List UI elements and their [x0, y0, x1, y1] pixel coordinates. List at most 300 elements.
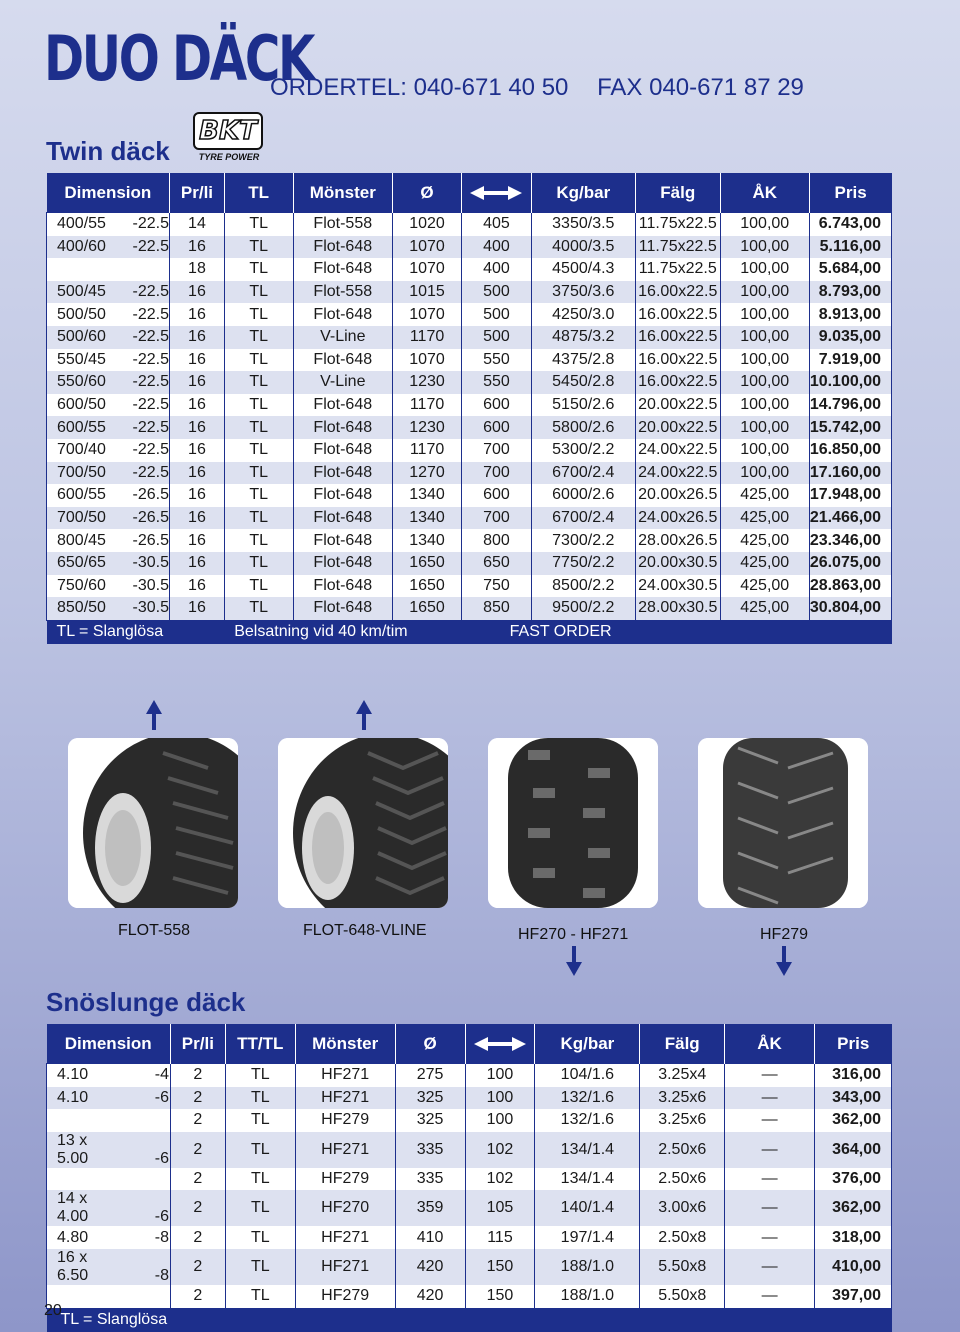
column-header: Pr/li	[170, 173, 225, 213]
tyre-caption: FLOT-558	[118, 922, 191, 939]
table-row	[47, 1249, 892, 1285]
rim-cell: 2.50x8	[640, 1226, 725, 1249]
size-value: 550/45	[57, 350, 106, 368]
diameter-cell: 325	[395, 1109, 465, 1132]
rim-diameter-value: -30.5	[132, 554, 169, 572]
pattern-cell: Flot-648	[293, 303, 392, 326]
rim-cell: 20.00x22.5	[635, 394, 720, 417]
rim-cell: 16.00x22.5	[635, 371, 720, 394]
tyre-caption: HF279	[760, 926, 809, 943]
price-cell: 5.684,00	[809, 258, 891, 281]
snow-table-footer	[47, 1308, 892, 1332]
tubeless-legend: TL = Slanglösa	[47, 620, 225, 644]
speed-class-cell: —	[725, 1285, 815, 1308]
price-cell: 5.116,00	[809, 236, 891, 259]
rim-cell: 16.00x22.5	[635, 349, 720, 372]
load-cell: 5150/2.6	[531, 394, 635, 417]
type-cell: TL	[224, 236, 293, 259]
rim-cell: 24.00x26.5	[635, 507, 720, 530]
dimension-cell	[47, 371, 170, 394]
width-cell: 115	[465, 1226, 535, 1249]
dimension-cell	[47, 281, 170, 304]
price-cell: 15.742,00	[809, 416, 891, 439]
bkt-logo-mark: BKT	[193, 112, 263, 150]
table-row	[47, 1226, 892, 1249]
ply-rating-cell: 16	[170, 281, 225, 304]
load-cell: 9500/2.2	[531, 597, 635, 620]
rim-cell: 16.00x22.5	[635, 326, 720, 349]
diameter-cell: 1650	[392, 552, 461, 575]
size-value: 14 x 4.00	[57, 1190, 89, 1226]
rim-diameter-value: -22.5	[132, 463, 169, 481]
price-cell: 362,00	[814, 1109, 891, 1132]
speed-class-cell: 100,00	[720, 462, 809, 485]
diameter-cell: 1170	[392, 326, 461, 349]
width-cell: 600	[462, 394, 532, 417]
price-cell: 16.850,00	[809, 439, 891, 462]
rim-cell: 24.00x22.5	[635, 439, 720, 462]
table-row	[47, 213, 892, 236]
rim-cell: 16.00x22.5	[635, 281, 720, 304]
size-value: 650/65	[57, 554, 106, 572]
size-value: 4.80	[57, 1228, 89, 1246]
type-cell: TL	[224, 507, 293, 530]
dimension-cell	[47, 303, 170, 326]
diameter-cell: 335	[395, 1168, 465, 1191]
width-arrow-icon	[474, 1037, 526, 1051]
rim-cell: 2.50x6	[640, 1168, 725, 1191]
width-cell: 600	[462, 484, 532, 507]
type-cell: TL	[224, 462, 293, 485]
type-cell: TL	[225, 1249, 295, 1285]
rim-cell: 11.75x22.5	[635, 236, 720, 259]
ply-rating-cell: 16	[170, 236, 225, 259]
speed-class-cell: 100,00	[720, 258, 809, 281]
type-cell: TL	[224, 371, 293, 394]
rim-diameter-value: -6	[154, 1208, 169, 1226]
tyre-caption: FLOT-648-VLINE	[303, 922, 427, 939]
rim-diameter-value: -22.5	[132, 350, 169, 368]
diameter-cell: 1070	[392, 349, 461, 372]
table-row	[47, 552, 892, 575]
dimension-cell	[47, 1226, 171, 1249]
price-cell: 376,00	[814, 1168, 891, 1191]
diameter-cell: 1170	[392, 439, 461, 462]
rim-cell: 5.50x8	[640, 1249, 725, 1285]
dimension-cell	[47, 1168, 171, 1191]
rim-cell: 2.50x6	[640, 1132, 725, 1168]
speed-class-cell: 425,00	[720, 529, 809, 552]
order-phone: ORDERTEL: 040-671 40 50	[270, 74, 569, 101]
ply-rating-cell: 16	[170, 462, 225, 485]
diameter-cell: 1070	[392, 258, 461, 281]
type-cell: TL	[224, 258, 293, 281]
type-cell: TL	[224, 439, 293, 462]
diameter-cell: 420	[395, 1249, 465, 1285]
dimension-cell	[47, 462, 170, 485]
ply-rating-cell: 18	[170, 258, 225, 281]
rim-cell: 20.00x22.5	[635, 416, 720, 439]
ply-rating-cell: 16	[170, 575, 225, 598]
rim-diameter-value: -26.5	[132, 531, 169, 549]
price-cell: 30.804,00	[809, 597, 891, 620]
dimension-cell	[47, 575, 170, 598]
speed-class-cell: 425,00	[720, 597, 809, 620]
type-cell: TL	[224, 303, 293, 326]
dimension-cell	[47, 236, 170, 259]
ply-rating-cell: 16	[170, 439, 225, 462]
flot-648-vline-tyre-image	[278, 738, 448, 908]
table-row	[47, 416, 892, 439]
table-row	[47, 236, 892, 259]
speed-class-cell: —	[725, 1087, 815, 1110]
column-header: Pr/li	[170, 1024, 225, 1064]
rim-cell: 24.00x22.5	[635, 462, 720, 485]
ply-rating-cell: 2	[170, 1226, 225, 1249]
fax-number: FAX 040-671 87 29	[597, 74, 804, 101]
price-cell: 9.035,00	[809, 326, 891, 349]
size-value: 600/50	[57, 396, 106, 414]
ply-rating-cell: 2	[170, 1285, 225, 1308]
ply-rating-cell: 16	[170, 349, 225, 372]
speed-class-cell: 100,00	[720, 349, 809, 372]
column-header: Dimension	[47, 1024, 171, 1064]
price-cell: 6.743,00	[809, 213, 891, 236]
pattern-cell: Flot-648	[293, 416, 392, 439]
rim-diameter-value: -26.5	[132, 509, 169, 527]
pattern-cell: Flot-648	[293, 529, 392, 552]
price-cell: 343,00	[814, 1087, 891, 1110]
dimension-cell	[47, 258, 170, 281]
load-cell: 7300/2.2	[531, 529, 635, 552]
speed-class-cell: 425,00	[720, 484, 809, 507]
type-cell: TL	[224, 416, 293, 439]
speed-class-cell: —	[725, 1249, 815, 1285]
size-value: 400/55	[57, 215, 106, 233]
column-header: Ø	[392, 173, 461, 213]
size-value: 500/45	[57, 283, 106, 301]
rim-diameter-value: -22.5	[132, 215, 169, 233]
table-row	[47, 1132, 892, 1168]
dimension-cell	[47, 597, 170, 620]
rim-diameter-value: -6	[154, 1149, 169, 1167]
pattern-cell: Flot-648	[293, 507, 392, 530]
dimension-cell	[47, 326, 170, 349]
price-cell: 397,00	[814, 1285, 891, 1308]
dimension-cell	[47, 213, 170, 236]
dimension-cell	[47, 416, 170, 439]
rim-cell: 11.75x22.5	[635, 258, 720, 281]
pattern-cell: HF271	[295, 1249, 395, 1285]
size-value: 500/50	[57, 305, 106, 323]
dimension-cell	[47, 1064, 171, 1087]
column-header: TT/TL	[225, 1024, 295, 1064]
pattern-cell: HF279	[295, 1109, 395, 1132]
diameter-cell: 1340	[392, 484, 461, 507]
table-row	[47, 394, 892, 417]
speed-class-cell: 100,00	[720, 439, 809, 462]
speed-class-cell: —	[725, 1132, 815, 1168]
down-arrow-icon	[776, 946, 792, 976]
speed-class-cell: 425,00	[720, 552, 809, 575]
speed-class-cell: 100,00	[720, 303, 809, 326]
table-row	[47, 1109, 892, 1132]
diameter-cell: 1230	[392, 371, 461, 394]
rim-diameter-value: -22.5	[132, 305, 169, 323]
ply-rating-cell: 2	[170, 1109, 225, 1132]
width-cell: 850	[462, 597, 532, 620]
width-cell: 100	[465, 1087, 535, 1110]
price-cell: 28.863,00	[809, 575, 891, 598]
tubeless-legend: TL = Slanglösa	[47, 1308, 892, 1332]
pattern-cell: Flot-558	[293, 281, 392, 304]
ply-rating-cell: 16	[170, 529, 225, 552]
speed-class-cell: —	[725, 1226, 815, 1249]
price-cell: 21.466,00	[809, 507, 891, 530]
load-cell: 4000/3.5	[531, 236, 635, 259]
rim-diameter-value: -8	[154, 1266, 169, 1284]
up-arrow-icon	[356, 700, 372, 730]
width-cell: 150	[465, 1285, 535, 1308]
diameter-cell: 1230	[392, 416, 461, 439]
price-cell: 8.913,00	[809, 303, 891, 326]
pattern-cell: Flot-648	[293, 349, 392, 372]
speed-class-cell: 100,00	[720, 213, 809, 236]
rim-cell: 16.00x22.5	[635, 303, 720, 326]
load-cell: 5450/2.8	[531, 371, 635, 394]
size-value: 16 x 6.50	[57, 1248, 89, 1284]
fast-order-note: FAST ORDER	[462, 620, 892, 644]
table-row	[47, 258, 892, 281]
diameter-cell: 1020	[392, 213, 461, 236]
load-cell: 4875/3.2	[531, 326, 635, 349]
width-cell: 102	[465, 1132, 535, 1168]
rim-cell: 20.00x26.5	[635, 484, 720, 507]
ply-rating-cell: 16	[170, 416, 225, 439]
price-cell: 17.160,00	[809, 462, 891, 485]
column-header: Pris	[809, 173, 891, 213]
ply-rating-cell: 16	[170, 371, 225, 394]
rim-diameter-value: -30.5	[132, 599, 169, 617]
type-cell: TL	[225, 1190, 295, 1226]
dimension-cell	[47, 507, 170, 530]
price-cell: 410,00	[814, 1249, 891, 1285]
pattern-cell: Flot-648	[293, 484, 392, 507]
rim-diameter-value: -30.5	[132, 576, 169, 594]
rim-cell: 28.00x26.5	[635, 529, 720, 552]
diameter-cell: 420	[395, 1285, 465, 1308]
speed-class-cell: 100,00	[720, 236, 809, 259]
size-value: 4.10	[57, 1088, 89, 1106]
rim-cell: 28.00x30.5	[635, 597, 720, 620]
width-cell: 105	[465, 1190, 535, 1226]
bkt-logo	[193, 112, 265, 162]
load-cell: 134/1.4	[535, 1132, 640, 1168]
size-value: 4.10	[57, 1066, 89, 1084]
width-cell: 600	[462, 416, 532, 439]
table-row	[47, 529, 892, 552]
rim-diameter-value: -22.5	[132, 237, 169, 255]
pattern-cell: HF271	[295, 1226, 395, 1249]
rim-diameter-value: -26.5	[132, 486, 169, 504]
pattern-cell: Flot-648	[293, 575, 392, 598]
dimension-cell	[47, 1190, 171, 1226]
width-cell: 405	[462, 213, 532, 236]
type-cell: TL	[224, 213, 293, 236]
width-cell: 400	[462, 258, 532, 281]
load-cell: 6000/2.6	[531, 484, 635, 507]
tyre-caption: HF270 - HF271	[518, 926, 629, 943]
load-cell: 188/1.0	[535, 1249, 640, 1285]
width-cell: 150	[465, 1249, 535, 1285]
column-header: Fälg	[640, 1024, 725, 1064]
width-cell: 750	[462, 575, 532, 598]
load-cell: 4500/4.3	[531, 258, 635, 281]
load-cell: 3750/3.6	[531, 281, 635, 304]
dimension-cell	[47, 552, 170, 575]
rim-cell: 3.25x4	[640, 1064, 725, 1087]
table-row	[47, 597, 892, 620]
rim-cell: 5.50x8	[640, 1285, 725, 1308]
diameter-cell: 1340	[392, 507, 461, 530]
column-header: Mönster	[293, 173, 392, 213]
load-cell: 4375/2.8	[531, 349, 635, 372]
rim-cell: 24.00x30.5	[635, 575, 720, 598]
width-cell: 650	[462, 552, 532, 575]
contact-line	[270, 74, 826, 102]
table-row	[47, 1285, 892, 1308]
dimension-cell	[47, 1109, 171, 1132]
load-cell: 140/1.4	[535, 1190, 640, 1226]
load-cell: 4250/3.0	[531, 303, 635, 326]
ply-rating-cell: 2	[170, 1132, 225, 1168]
price-cell: 364,00	[814, 1132, 891, 1168]
size-value: 500/60	[57, 328, 106, 346]
load-cell: 132/1.6	[535, 1087, 640, 1110]
column-header: Kg/bar	[531, 173, 635, 213]
column-header: Dimension	[47, 173, 170, 213]
diameter-cell: 1650	[392, 575, 461, 598]
rim-diameter-value: -22.5	[132, 283, 169, 301]
rim-cell: 3.00x6	[640, 1190, 725, 1226]
diameter-cell: 325	[395, 1087, 465, 1110]
ply-rating-cell: 2	[170, 1249, 225, 1285]
twin-tyre-table	[46, 173, 892, 644]
column-header: Kg/bar	[535, 1024, 640, 1064]
ply-rating-cell: 16	[170, 552, 225, 575]
load-cell: 6700/2.4	[531, 462, 635, 485]
ply-rating-cell: 16	[170, 326, 225, 349]
price-cell: 10.100,00	[809, 371, 891, 394]
diameter-cell: 359	[395, 1190, 465, 1226]
rim-diameter-value: -22.5	[132, 373, 169, 391]
speed-class-cell: 100,00	[720, 416, 809, 439]
table-row	[47, 303, 892, 326]
width-cell: 800	[462, 529, 532, 552]
speed-class-cell: —	[725, 1109, 815, 1132]
load-cell: 3350/3.5	[531, 213, 635, 236]
flot-558-tyre-image	[68, 738, 238, 908]
size-value: 600/55	[57, 486, 106, 504]
size-value: 700/50	[57, 463, 106, 481]
size-value: 750/60	[57, 576, 106, 594]
width-cell: 100	[465, 1109, 535, 1132]
table-row	[47, 1190, 892, 1226]
rim-cell: 11.75x22.5	[635, 213, 720, 236]
speed-class-cell: 100,00	[720, 371, 809, 394]
dimension-cell	[47, 1249, 171, 1285]
type-cell: TL	[225, 1087, 295, 1110]
type-cell: TL	[225, 1168, 295, 1191]
type-cell: TL	[225, 1285, 295, 1308]
rim-cell: 20.00x30.5	[635, 552, 720, 575]
diameter-cell: 1070	[392, 236, 461, 259]
table-row	[47, 1087, 892, 1110]
table-row	[47, 462, 892, 485]
width-cell: 550	[462, 349, 532, 372]
rim-cell: 3.25x6	[640, 1087, 725, 1110]
size-value: 700/40	[57, 441, 106, 459]
type-cell: TL	[224, 552, 293, 575]
diameter-cell: 1340	[392, 529, 461, 552]
twin-section-title: Twin däck	[46, 136, 170, 166]
width-cell: 550	[462, 371, 532, 394]
load-cell: 197/1.4	[535, 1226, 640, 1249]
table-row	[47, 281, 892, 304]
dimension-cell	[47, 439, 170, 462]
ply-rating-cell: 14	[170, 213, 225, 236]
type-cell: TL	[224, 597, 293, 620]
table-row	[47, 326, 892, 349]
diameter-cell: 1015	[392, 281, 461, 304]
pattern-cell: Flot-648	[293, 552, 392, 575]
pattern-cell: Flot-648	[293, 462, 392, 485]
dimension-cell	[47, 349, 170, 372]
column-header: Ø	[395, 1024, 465, 1064]
rim-diameter-value: -22.5	[132, 441, 169, 459]
pattern-cell: HF279	[295, 1168, 395, 1191]
pattern-cell: HF279	[295, 1285, 395, 1308]
type-cell: TL	[225, 1226, 295, 1249]
ply-rating-cell: 2	[170, 1064, 225, 1087]
rim-diameter-value: -4	[154, 1066, 169, 1084]
width-cell: 500	[462, 303, 532, 326]
size-value: 800/45	[57, 531, 106, 549]
width-column-header	[462, 173, 532, 213]
load-cell: 134/1.4	[535, 1168, 640, 1191]
type-cell: TL	[225, 1064, 295, 1087]
column-header: Fälg	[635, 173, 720, 213]
width-cell: 700	[462, 462, 532, 485]
hf270-hf271-tyre-image	[488, 738, 658, 908]
ply-rating-cell: 2	[170, 1087, 225, 1110]
column-header: TL	[224, 173, 293, 213]
load-cell: 6700/2.4	[531, 507, 635, 530]
pattern-cell: Flot-648	[293, 439, 392, 462]
diameter-cell: 410	[395, 1226, 465, 1249]
pattern-cell: Flot-648	[293, 597, 392, 620]
width-arrow-icon	[470, 186, 522, 200]
up-arrow-icon	[146, 700, 162, 730]
rim-diameter-value: -22.5	[132, 418, 169, 436]
dimension-cell	[47, 394, 170, 417]
pattern-cell: Flot-648	[293, 258, 392, 281]
price-cell: 7.919,00	[809, 349, 891, 372]
column-header: Pris	[814, 1024, 891, 1064]
table-row	[47, 439, 892, 462]
type-cell: TL	[224, 394, 293, 417]
ply-rating-cell: 2	[170, 1168, 225, 1191]
